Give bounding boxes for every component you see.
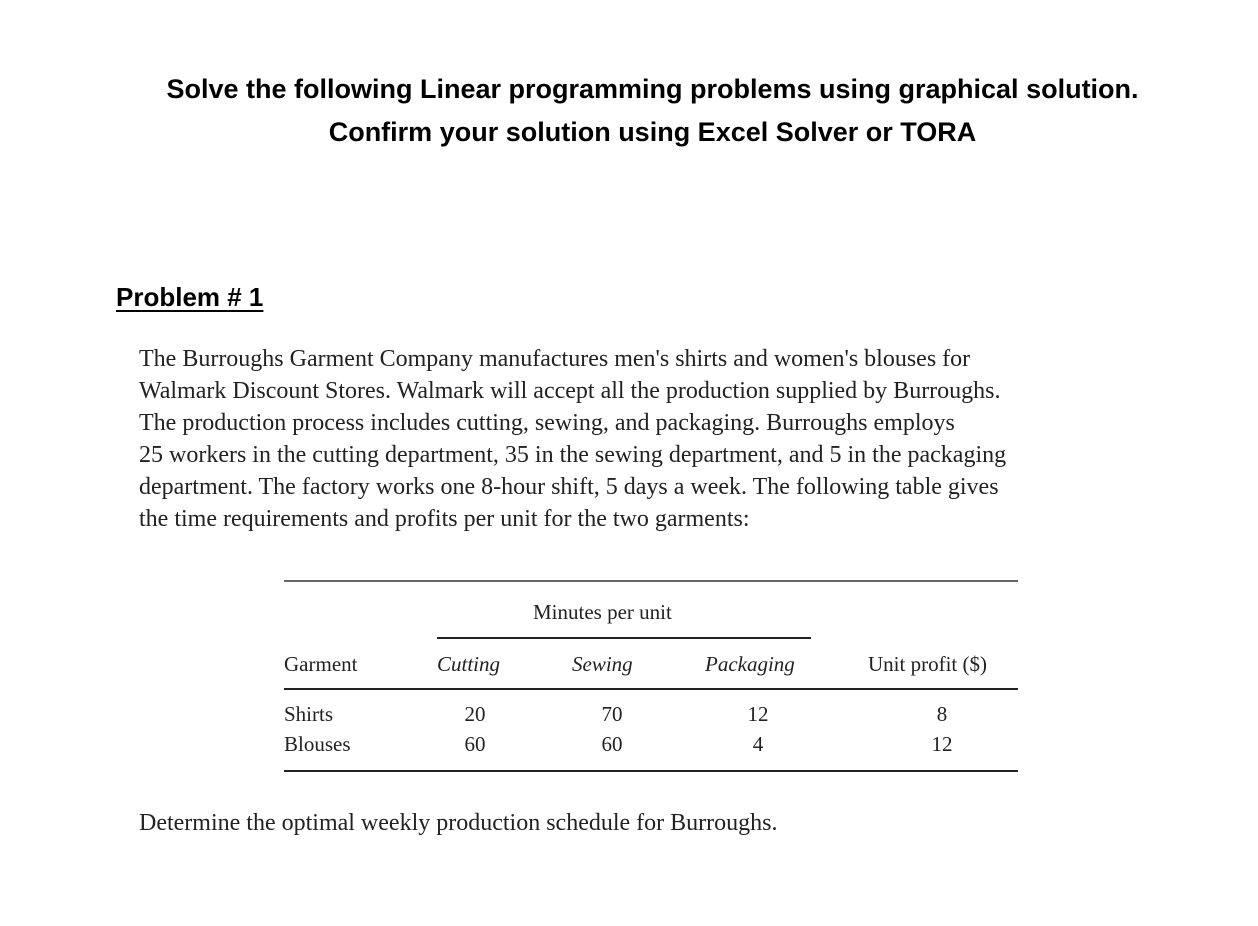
row-garment-shirts: Shirts [284, 702, 334, 726]
cell-profit-blouses: 12 [931, 732, 953, 756]
table-header-rule [284, 688, 1018, 690]
column-header-packaging: Packaging [705, 652, 795, 676]
paragraph-line: Walmark Discount Stores. Walmark will accept all the production supplied by Burroughs. [139, 378, 1001, 404]
column-header-garment: Garment [284, 652, 358, 676]
table-top-rule [284, 580, 1018, 582]
column-header-unit-profit: Unit profit ($) [868, 652, 987, 676]
column-header-cutting: Cutting [437, 652, 501, 676]
table-bottom-rule [284, 770, 1018, 772]
column-header-sewing: Sewing [572, 652, 633, 676]
paragraph-line: department. The factory works one 8-hour shift, 5 days a week. The following table gives [139, 474, 999, 500]
cell-cutting-shirts: 20 [464, 702, 486, 726]
cell-sewing-shirts: 70 [601, 702, 623, 726]
group-header-rule [437, 637, 811, 639]
cell-packaging-shirts: 12 [747, 702, 769, 726]
problem-paragraph [139, 343, 1189, 535]
instruction-heading-line-2: Confirm your solution using Excel Solver or TORA [328, 117, 977, 147]
cell-profit-shirts: 8 [936, 702, 948, 726]
cell-sewing-blouses: 60 [601, 732, 623, 756]
paragraph-line: 25 workers in the cutting department, 35 in the sewing department, and 5 in the packaging [139, 442, 1007, 468]
group-header-minutes-per-unit: Minutes per unit [533, 600, 672, 624]
cell-cutting-blouses: 60 [464, 732, 486, 756]
paragraph-line: The production process includes cutting, sewing, and packaging. Burroughs employs [139, 410, 955, 436]
problem-question: Determine the optimal weekly production schedule for Burroughs. [139, 810, 778, 836]
paragraph-line: the time requirements and profits per unit for the two garments: [139, 506, 750, 532]
instruction-heading-line-1: Solve the following Linear programming problems using graphical solution. [166, 74, 1139, 104]
paragraph-line: The Burroughs Garment Company manufactures men's shirts and women's blouses for [139, 346, 971, 372]
row-garment-blouses: Blouses [284, 732, 351, 756]
cell-packaging-blouses: 4 [752, 732, 764, 756]
problem-title: Problem # 1 [116, 282, 264, 312]
